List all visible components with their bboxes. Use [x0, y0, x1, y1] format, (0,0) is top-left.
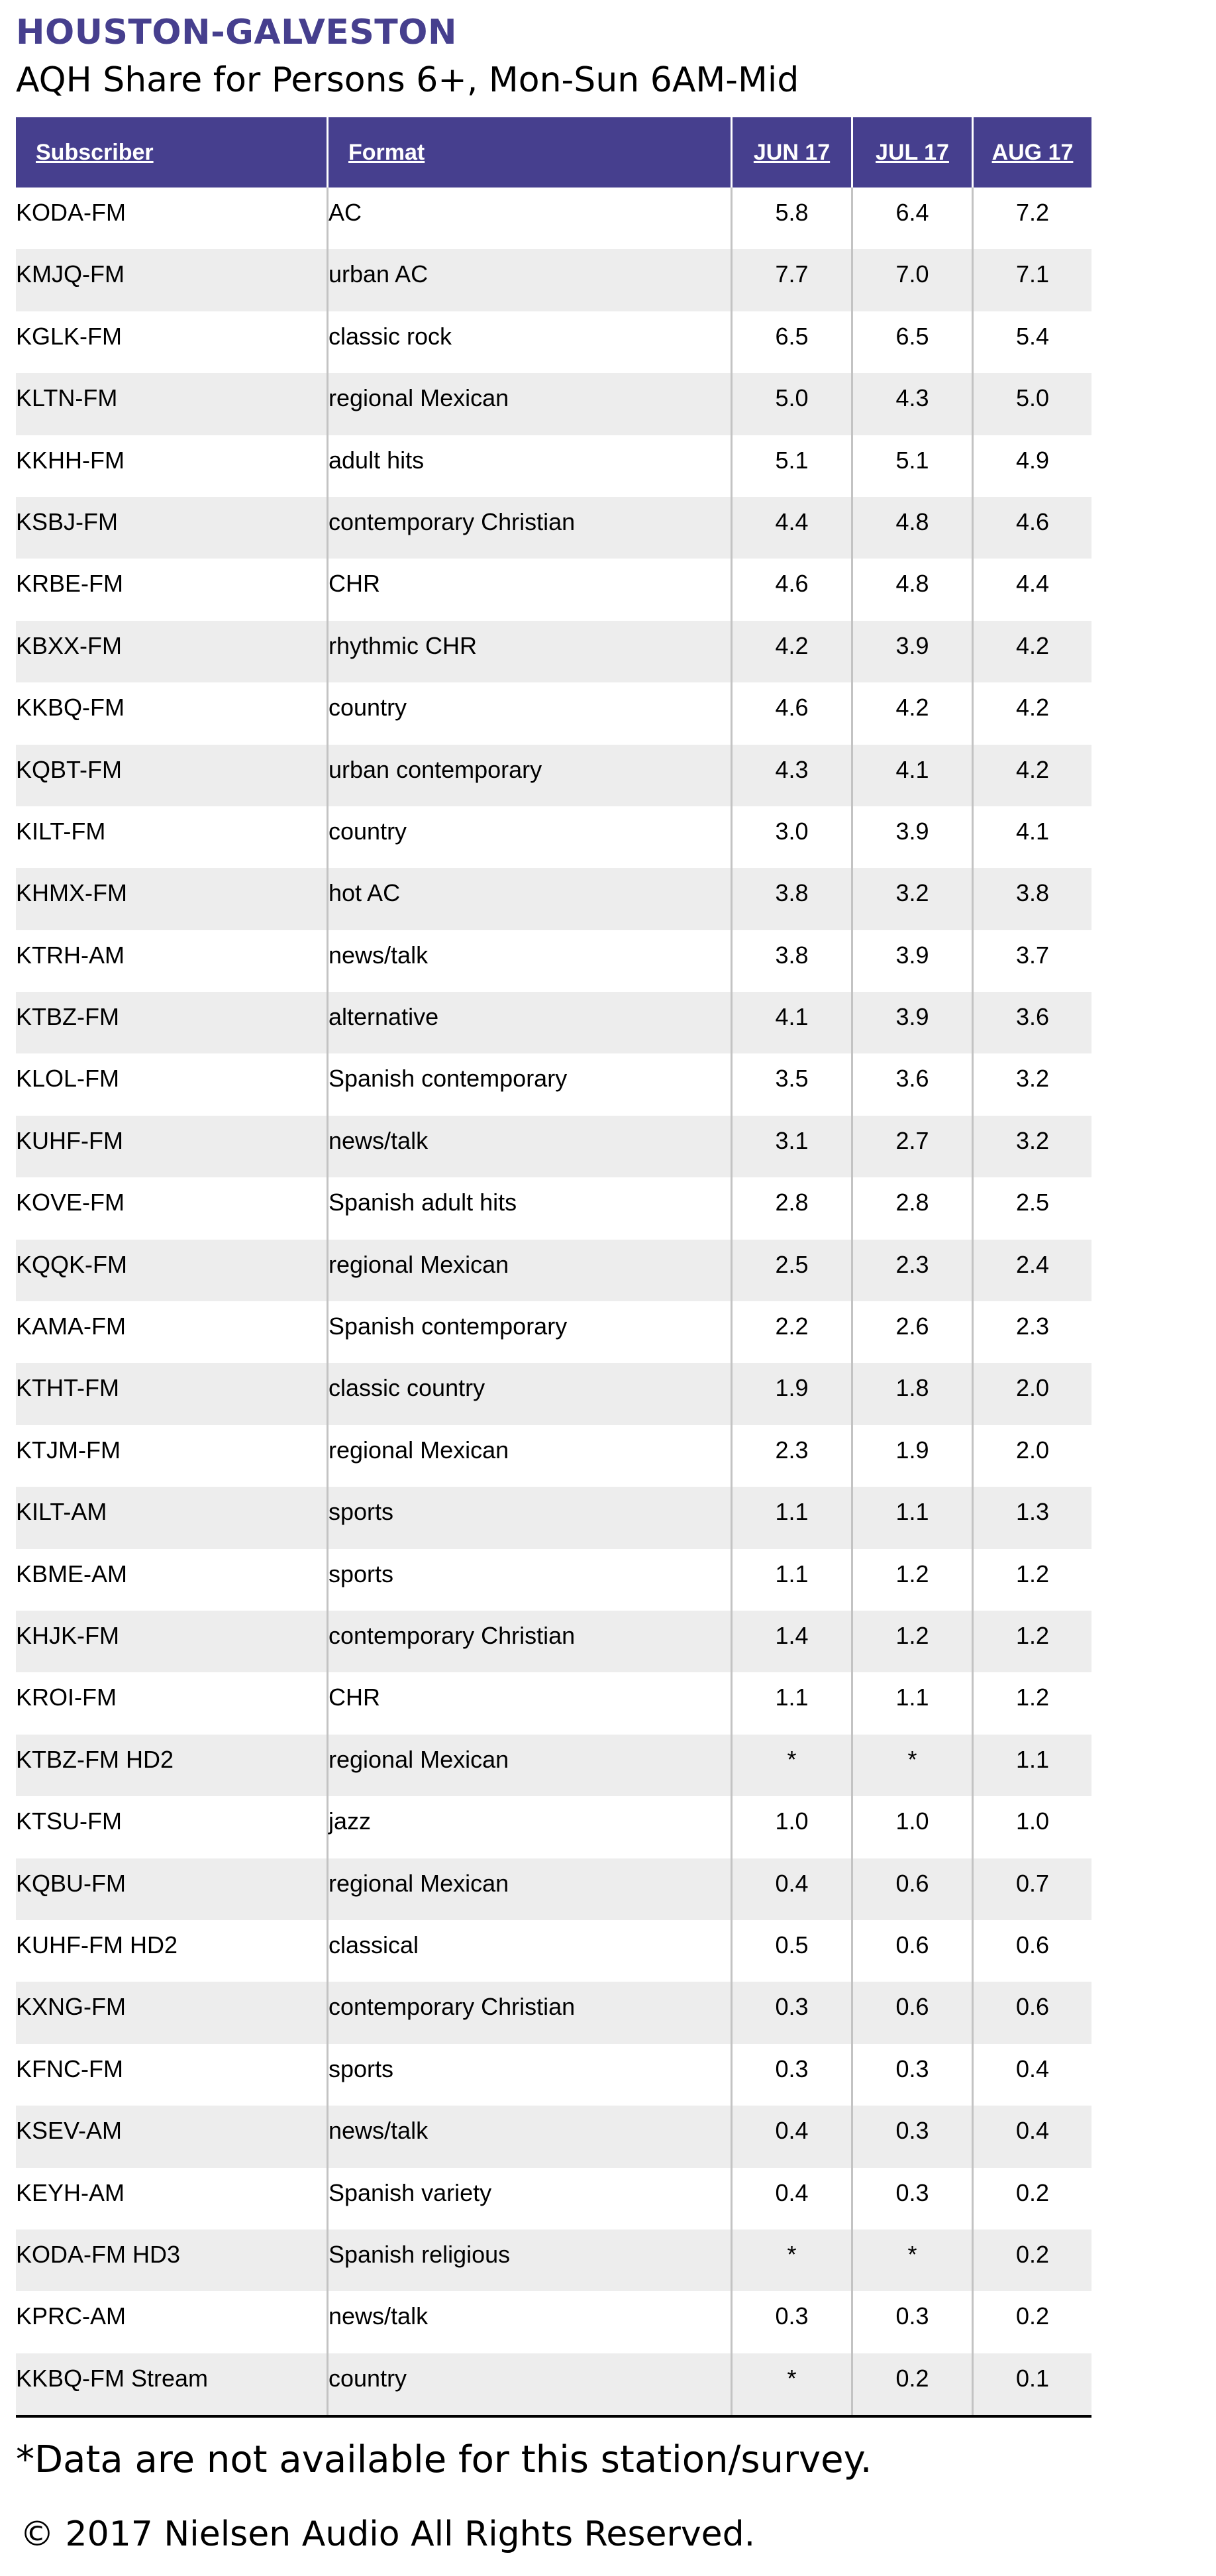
- jun17-cell: 1.9: [733, 1363, 853, 1424]
- table-body: [16, 188, 1091, 2415]
- format-cell: contemporary Christian: [329, 1611, 733, 1672]
- jun17-cell: 7.7: [733, 249, 853, 311]
- station-cell: KRBE-FM: [16, 559, 329, 620]
- column-header-format[interactable]: Format: [329, 117, 733, 188]
- table-row: [16, 188, 1091, 249]
- table-row: [16, 1672, 1091, 1734]
- aug17-cell: 4.9: [1015, 446, 1050, 474]
- table-row: [16, 1487, 1091, 1548]
- aug17-cell: 0.1: [1015, 2364, 1050, 2392]
- format-cell: urban contemporary: [329, 745, 733, 806]
- aug17-cell: 0.2: [1015, 2240, 1050, 2268]
- station-cell: KKBQ-FM: [16, 682, 329, 744]
- jul17-cell: 0.6: [853, 1920, 974, 1982]
- format-cell: Spanish adult hits: [329, 1177, 733, 1239]
- copyright: © 2017 Nielsen Audio All Rights Reserved.: [20, 2514, 756, 2554]
- table-row: [16, 930, 1091, 992]
- jul17-cell: 3.2: [853, 868, 974, 930]
- format-cell: sports: [329, 1487, 733, 1548]
- station-cell: KMJQ-FM: [16, 249, 329, 311]
- jun17-cell: 3.5: [733, 1053, 853, 1115]
- station-cell: KODA-FM: [16, 188, 329, 249]
- table-row: [16, 1116, 1091, 1177]
- aug17-cell: 4.2: [1015, 755, 1050, 783]
- format-cell: regional Mexican: [329, 1858, 733, 1920]
- table-row: [16, 2106, 1091, 2167]
- jul17-cell: 4.2: [853, 682, 974, 744]
- aug17-cell: 3.7: [1015, 941, 1050, 969]
- aug17-cell: 2.3: [1015, 1313, 1050, 1340]
- format-cell: sports: [329, 1549, 733, 1611]
- jun17-cell: 3.0: [733, 806, 853, 868]
- station-cell: KTSU-FM: [16, 1796, 329, 1858]
- aug17-cell: 3.8: [1015, 879, 1050, 907]
- station-cell: KLTN-FM: [16, 373, 329, 435]
- jul17-cell: 1.0: [853, 1796, 974, 1858]
- aug17-cell: 2.5: [1015, 1189, 1050, 1216]
- jul17-cell: 6.5: [853, 311, 974, 373]
- format-cell: Spanish contemporary: [329, 1301, 733, 1363]
- jul17-cell: 2.7: [853, 1116, 974, 1177]
- aug17-cell: 4.6: [1015, 508, 1050, 535]
- jul17-cell: 0.2: [853, 2353, 974, 2415]
- aug17-cell: 4.2: [1015, 694, 1050, 722]
- column-header-subscriber[interactable]: Subscriber: [16, 117, 329, 188]
- table-bottom-rule: [16, 2415, 1091, 2418]
- station-cell: KILT-FM: [16, 806, 329, 868]
- format-cell: news/talk: [329, 930, 733, 992]
- station-cell: KILT-AM: [16, 1487, 329, 1548]
- format-cell: AC: [329, 188, 733, 249]
- table-row: [16, 1549, 1091, 1611]
- station-cell: KHMX-FM: [16, 868, 329, 930]
- format-cell: CHR: [329, 1672, 733, 1734]
- format-cell: Spanish variety: [329, 2168, 733, 2229]
- table-row: [16, 1796, 1091, 1858]
- table-row: [16, 249, 1091, 311]
- format-cell: country: [329, 2353, 733, 2415]
- jun17-cell: 3.1: [733, 1116, 853, 1177]
- table-row: [16, 311, 1091, 373]
- table-row: [16, 2168, 1091, 2229]
- station-cell: KKBQ-FM Stream: [16, 2353, 329, 2415]
- jun17-cell: *: [733, 1735, 853, 1796]
- jul17-cell: 0.3: [853, 2168, 974, 2229]
- jun17-cell: 3.8: [733, 930, 853, 992]
- jun17-cell: 1.0: [733, 1796, 853, 1858]
- aug17-cell: 0.6: [1015, 1993, 1050, 2021]
- aug17-cell: 1.3: [1015, 1498, 1050, 1526]
- jun17-cell: 0.5: [733, 1920, 853, 1982]
- jun17-cell: 4.6: [733, 559, 853, 620]
- format-cell: news/talk: [329, 1116, 733, 1177]
- format-cell: jazz: [329, 1796, 733, 1858]
- jun17-cell: 0.3: [733, 1982, 853, 2043]
- column-header-jun17[interactable]: JUN 17: [733, 117, 853, 188]
- jul17-cell: 3.9: [853, 621, 974, 682]
- station-cell: KKHH-FM: [16, 435, 329, 497]
- station-cell: KTJM-FM: [16, 1425, 329, 1487]
- aug17-cell: 4.4: [1015, 570, 1050, 598]
- jun17-cell: 1.1: [733, 1549, 853, 1611]
- station-cell: KTBZ-FM: [16, 992, 329, 1053]
- market-title: HOUSTON-GALVESTON: [16, 13, 457, 52]
- jun17-cell: *: [733, 2229, 853, 2291]
- jun17-cell: 2.5: [733, 1240, 853, 1301]
- aug17-cell: 0.2: [1015, 2178, 1050, 2206]
- jul17-cell: 6.4: [853, 188, 974, 249]
- jul17-cell: 4.3: [853, 373, 974, 435]
- table-row: [16, 1611, 1091, 1672]
- station-cell: KOVE-FM: [16, 1177, 329, 1239]
- aug17-cell: 1.1: [1015, 1745, 1050, 1773]
- aug17-cell: 7.2: [1015, 199, 1050, 226]
- station-cell: KPRC-AM: [16, 2291, 329, 2353]
- jul17-cell: 1.1: [853, 1487, 974, 1548]
- jul17-cell: 5.1: [853, 435, 974, 497]
- aug17-cell: 4.1: [1015, 817, 1050, 845]
- aug17-cell: 1.2: [1015, 1684, 1050, 1711]
- jul17-cell: *: [853, 2229, 974, 2291]
- jul17-cell: 2.6: [853, 1301, 974, 1363]
- format-cell: news/talk: [329, 2291, 733, 2353]
- station-cell: KEYH-AM: [16, 2168, 329, 2229]
- jul17-cell: *: [853, 1735, 974, 1796]
- station-cell: KSEV-AM: [16, 2106, 329, 2167]
- table-row: [16, 1240, 1091, 1301]
- jul17-cell: 4.8: [853, 497, 974, 559]
- table-row: [16, 1053, 1091, 1115]
- format-cell: classic rock: [329, 311, 733, 373]
- table-row: [16, 1982, 1091, 2043]
- table-row: [16, 868, 1091, 930]
- format-cell: regional Mexican: [329, 1425, 733, 1487]
- aug17-cell: 0.2: [1015, 2302, 1050, 2330]
- jul17-cell: 2.3: [853, 1240, 974, 1301]
- table-row: [16, 559, 1091, 620]
- jul17-cell: 3.9: [853, 992, 974, 1053]
- station-cell: KFNC-FM: [16, 2044, 329, 2106]
- aug17-cell: 0.7: [1015, 1869, 1050, 1897]
- table-row: [16, 2353, 1091, 2415]
- jul17-cell: 4.8: [853, 559, 974, 620]
- jun17-cell: 2.2: [733, 1301, 853, 1363]
- format-cell: urban AC: [329, 249, 733, 311]
- aug17-cell: 1.0: [1015, 1807, 1050, 1835]
- format-cell: regional Mexican: [329, 1240, 733, 1301]
- format-cell: contemporary Christian: [329, 1982, 733, 2043]
- jul17-cell: 0.6: [853, 1858, 974, 1920]
- table-row: [16, 435, 1091, 497]
- station-cell: KQBT-FM: [16, 745, 329, 806]
- jun17-cell: 1.4: [733, 1611, 853, 1672]
- aug17-cell: 2.0: [1015, 1374, 1050, 1402]
- table-row: [16, 1177, 1091, 1239]
- table-row: [16, 373, 1091, 435]
- jul17-cell: 1.2: [853, 1549, 974, 1611]
- aug17-cell: 1.2: [1015, 1560, 1050, 1587]
- jul17-cell: 3.9: [853, 930, 974, 992]
- aug17-cell: 1.2: [1015, 1621, 1050, 1649]
- format-cell: Spanish religious: [329, 2229, 733, 2291]
- aug17-cell: 0.4: [1015, 2117, 1050, 2145]
- format-cell: classical: [329, 1920, 733, 1982]
- aug17-cell: 2.0: [1015, 1436, 1050, 1464]
- format-cell: classic country: [329, 1363, 733, 1424]
- station-cell: KLOL-FM: [16, 1053, 329, 1115]
- station-cell: KGLK-FM: [16, 311, 329, 373]
- table-row: [16, 1735, 1091, 1796]
- jul17-cell: 1.1: [853, 1672, 974, 1734]
- station-cell: KUHF-FM HD2: [16, 1920, 329, 1982]
- station-cell: KXNG-FM: [16, 1982, 329, 2043]
- station-cell: KTRH-AM: [16, 930, 329, 992]
- table-row: [16, 2291, 1091, 2353]
- jun17-cell: 4.1: [733, 992, 853, 1053]
- jun17-cell: 4.2: [733, 621, 853, 682]
- column-header-jul17[interactable]: JUL 17: [853, 117, 974, 188]
- format-cell: regional Mexican: [329, 1735, 733, 1796]
- ratings-table: [16, 117, 1091, 2418]
- station-cell: KROI-FM: [16, 1672, 329, 1734]
- station-cell: KQBU-FM: [16, 1858, 329, 1920]
- jul17-cell: 3.9: [853, 806, 974, 868]
- table-row: [16, 621, 1091, 682]
- jun17-cell: 4.4: [733, 497, 853, 559]
- station-cell: KTHT-FM: [16, 1363, 329, 1424]
- jun17-cell: 1.1: [733, 1672, 853, 1734]
- format-cell: regional Mexican: [329, 373, 733, 435]
- station-cell: KAMA-FM: [16, 1301, 329, 1363]
- table-row: [16, 2044, 1091, 2106]
- jul17-cell: 1.9: [853, 1425, 974, 1487]
- aug17-cell: 3.6: [1015, 1003, 1050, 1031]
- aug17-cell: 0.4: [1015, 2055, 1050, 2082]
- jun17-cell: 2.8: [733, 1177, 853, 1239]
- station-cell: KBXX-FM: [16, 621, 329, 682]
- table-row: [16, 992, 1091, 1053]
- table-row: [16, 1301, 1091, 1363]
- station-cell: KQQK-FM: [16, 1240, 329, 1301]
- format-cell: hot AC: [329, 868, 733, 930]
- jun17-cell: 0.4: [733, 2168, 853, 2229]
- jun17-cell: 3.8: [733, 868, 853, 930]
- jun17-cell: 4.3: [733, 745, 853, 806]
- table-row: [16, 1363, 1091, 1424]
- table-row: [16, 806, 1091, 868]
- station-cell: KHJK-FM: [16, 1611, 329, 1672]
- station-cell: KUHF-FM: [16, 1116, 329, 1177]
- jul17-cell: 0.6: [853, 1982, 974, 2043]
- table-header: [16, 117, 1091, 188]
- format-cell: alternative: [329, 992, 733, 1053]
- jun17-cell: 6.5: [733, 311, 853, 373]
- station-cell: KTBZ-FM HD2: [16, 1735, 329, 1796]
- jun17-cell: 0.4: [733, 2106, 853, 2167]
- jul17-cell: 4.1: [853, 745, 974, 806]
- station-cell: KBME-AM: [16, 1549, 329, 1611]
- jun17-cell: 1.1: [733, 1487, 853, 1548]
- table-row: [16, 1858, 1091, 1920]
- format-cell: CHR: [329, 559, 733, 620]
- jun17-cell: 5.0: [733, 373, 853, 435]
- format-cell: sports: [329, 2044, 733, 2106]
- format-cell: rhythmic CHR: [329, 621, 733, 682]
- jul17-cell: 1.8: [853, 1363, 974, 1424]
- report-subtitle: AQH Share for Persons 6+, Mon-Sun 6AM-Mid: [16, 60, 799, 100]
- aug17-cell: 0.6: [1015, 1931, 1050, 1959]
- jul17-cell: 7.0: [853, 249, 974, 311]
- aug17-cell: 4.2: [1015, 631, 1050, 659]
- aug17-cell: 3.2: [1015, 1126, 1050, 1154]
- jun17-cell: 2.3: [733, 1425, 853, 1487]
- aug17-cell: 5.4: [1015, 322, 1050, 350]
- format-cell: country: [329, 682, 733, 744]
- format-cell: adult hits: [329, 435, 733, 497]
- table-row: [16, 1920, 1091, 1982]
- table-row: [16, 2229, 1091, 2291]
- jun17-cell: 4.6: [733, 682, 853, 744]
- station-cell: KSBJ-FM: [16, 497, 329, 559]
- format-cell: contemporary Christian: [329, 497, 733, 559]
- format-cell: country: [329, 806, 733, 868]
- aug17-cell: 5.0: [1015, 384, 1050, 412]
- footnote: *Data are not available for this station/survey.: [16, 2438, 872, 2481]
- format-cell: Spanish contemporary: [329, 1053, 733, 1115]
- jul17-cell: 2.8: [853, 1177, 974, 1239]
- jun17-cell: 0.4: [733, 1858, 853, 1920]
- aug17-cell: 7.1: [1015, 260, 1050, 288]
- jun17-cell: *: [733, 2353, 853, 2415]
- table-row: [16, 745, 1091, 806]
- jun17-cell: 5.8: [733, 188, 853, 249]
- aug17-cell: 3.2: [1015, 1065, 1050, 1093]
- aug17-cell: 2.4: [1015, 1250, 1050, 1278]
- table-row: [16, 497, 1091, 559]
- column-header-aug17[interactable]: AUG 17: [991, 139, 1074, 165]
- format-cell: news/talk: [329, 2106, 733, 2167]
- jul17-cell: 0.3: [853, 2106, 974, 2167]
- table-row: [16, 1425, 1091, 1487]
- jun17-cell: 5.1: [733, 435, 853, 497]
- table-row: [16, 682, 1091, 744]
- jun17-cell: 0.3: [733, 2291, 853, 2353]
- jul17-cell: 0.3: [853, 2044, 974, 2106]
- jul17-cell: 3.6: [853, 1053, 974, 1115]
- jun17-cell: 0.3: [733, 2044, 853, 2106]
- jul17-cell: 1.2: [853, 1611, 974, 1672]
- station-cell: KODA-FM HD3: [16, 2229, 329, 2291]
- jul17-cell: 0.3: [853, 2291, 974, 2353]
